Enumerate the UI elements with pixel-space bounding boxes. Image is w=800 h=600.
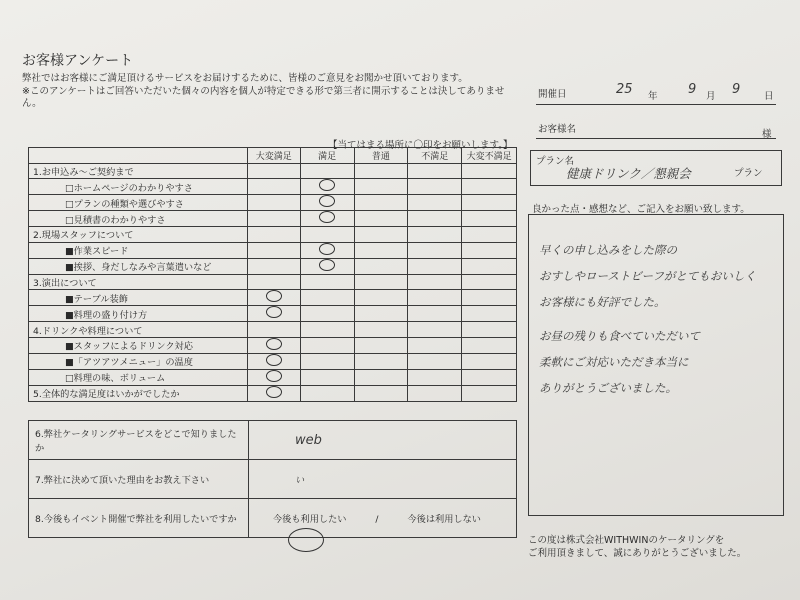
circle-mark (319, 211, 335, 223)
rating-cell[interactable] (462, 369, 517, 385)
free-question-table (28, 420, 517, 538)
plan-suffix: プラン (734, 168, 763, 179)
item-label: □料理の味、ボリューム (29, 369, 248, 385)
rating-row (29, 337, 517, 353)
rating-cell[interactable] (408, 258, 462, 274)
rating-cell[interactable] (247, 211, 300, 227)
rating-row (29, 227, 517, 243)
rating-cell[interactable] (408, 242, 462, 258)
rating-cell[interactable] (462, 337, 517, 353)
rating-row (29, 179, 517, 195)
rating-cell[interactable] (300, 306, 354, 322)
footer-thanks (528, 534, 746, 560)
rating-row (29, 211, 517, 227)
rating-cell[interactable] (300, 195, 354, 211)
rating-cell[interactable] (408, 385, 462, 401)
q6-row (29, 421, 517, 460)
rating-cell[interactable] (462, 195, 517, 211)
rating-cell[interactable] (300, 290, 354, 306)
item-label: □見積書のわかりやすさ (29, 211, 248, 227)
item-label: ■料理の盛り付け方 (29, 306, 248, 322)
item-label: □プランの種類や選びやすさ (29, 195, 248, 211)
rating-cell[interactable] (300, 179, 354, 195)
rating-cell[interactable] (247, 242, 300, 258)
header-blank (29, 148, 248, 164)
header-very-satisfied: 大変満足 (247, 148, 300, 164)
day-unit: 日 (764, 91, 774, 102)
rating-cell[interactable] (354, 195, 408, 211)
intro-line-1: 弊社ではお客様にご満足頂けるサービスをお届けするために、皆様のご意見をお聞かせ頂いております。 (22, 73, 468, 84)
comment-line-4: お昼の残りも食べていただいて (539, 329, 700, 343)
item-label: ■テーブル装飾 (29, 290, 248, 306)
rating-cell[interactable] (300, 322, 354, 338)
item-label: □ホームページのわかりやすさ (29, 179, 248, 195)
rating-row (29, 322, 517, 338)
q6-answer[interactable]: web (295, 432, 322, 448)
rating-cell[interactable] (408, 195, 462, 211)
rating-cell[interactable] (354, 385, 408, 401)
circle-mark (266, 386, 282, 398)
rating-cell[interactable] (462, 385, 517, 401)
comment-label: 良かった点・感想など、ご記入をお願い致します。 (532, 204, 750, 215)
section-label: 5.全体的な満足度はいかがでしたか (29, 385, 248, 401)
rating-cell[interactable] (247, 163, 300, 179)
rating-table (28, 147, 517, 402)
rating-cell[interactable] (300, 385, 354, 401)
rating-header-row (29, 148, 517, 164)
event-date-label: 開催日 (538, 89, 567, 100)
rating-cell[interactable] (408, 274, 462, 290)
rating-cell[interactable] (300, 258, 354, 274)
circle-mark (266, 290, 282, 302)
rating-row (29, 306, 517, 322)
event-date-year[interactable]: 25 (616, 82, 633, 97)
rating-row (29, 369, 517, 385)
q7-answer[interactable]: い (295, 475, 305, 486)
section-label: 3.演出について (29, 274, 248, 290)
rating-cell[interactable] (354, 274, 408, 290)
instruction-text: 【当てはまる場所に〇印をお願いします。】 (328, 140, 513, 151)
item-label: ■スタッフによるドリンク対応 (29, 337, 248, 353)
rating-row (29, 290, 517, 306)
rating-cell[interactable] (247, 179, 300, 195)
year-unit: 年 (648, 91, 658, 102)
circle-mark (266, 370, 282, 382)
comment-line-1: 早くの申し込みをした際の (539, 243, 677, 257)
rating-cell[interactable] (354, 337, 408, 353)
rating-row (29, 274, 517, 290)
q8-option-stop[interactable]: 今後は利用しない (407, 514, 481, 525)
rating-cell[interactable] (300, 242, 354, 258)
q8-option-continue[interactable]: 今後も利用したい (273, 514, 347, 525)
rating-cell[interactable] (247, 369, 300, 385)
comment-line-2: おすしやローストビーフがとてもおいしく (539, 269, 756, 283)
rating-cell[interactable] (462, 306, 517, 322)
rating-cell[interactable] (247, 306, 300, 322)
rating-cell[interactable] (300, 227, 354, 243)
header-satisfied: 満足 (300, 148, 354, 164)
rating-cell[interactable] (247, 322, 300, 338)
section-label: 1.お申込み～ご契約まで (29, 163, 248, 179)
month-unit: 月 (706, 91, 716, 102)
rating-cell[interactable] (462, 258, 517, 274)
footer-line-1: この度は株式会社WITHWINのケータリングを (528, 535, 725, 546)
rating-cell[interactable] (354, 179, 408, 195)
rating-cell[interactable] (354, 322, 408, 338)
circle-mark (266, 338, 282, 350)
rating-cell[interactable] (462, 322, 517, 338)
q8-separator: / (375, 514, 379, 525)
rating-cell[interactable] (408, 322, 462, 338)
rating-cell[interactable] (462, 353, 517, 369)
rating-row (29, 195, 517, 211)
rating-cell[interactable] (247, 385, 300, 401)
rating-cell[interactable] (354, 211, 408, 227)
rating-cell[interactable] (462, 227, 517, 243)
circle-mark (319, 243, 335, 255)
header-neutral: 普通 (354, 148, 408, 164)
comment-line-5: 柔軟にご対応いただき本当に (539, 355, 689, 369)
rating-cell[interactable] (462, 163, 517, 179)
rating-cell[interactable] (462, 211, 517, 227)
circle-mark (266, 306, 282, 318)
rating-cell[interactable] (408, 369, 462, 385)
footer-line-2: ご利用頂きまして、誠にありがとうございました。 (528, 548, 747, 559)
q8-label: 8.今後もイベント開催で弊社を利用したいですか (29, 499, 249, 538)
rating-cell[interactable] (408, 227, 462, 243)
plan-label: プラン名 (536, 156, 575, 167)
rating-row (29, 242, 517, 258)
section-label: 2.現場スタッフについて (29, 227, 248, 243)
q8-row (29, 499, 517, 538)
rating-cell[interactable] (247, 337, 300, 353)
plan-value[interactable]: 健康ドリンク／懇親会 (566, 166, 691, 181)
circle-mark (319, 259, 335, 271)
comment-line-6: ありがとうございました。 (539, 381, 677, 395)
header-very-dissatisfied: 大変不満足 (462, 148, 517, 164)
rating-cell[interactable] (354, 163, 408, 179)
section-label: 4.ドリンクや料理について (29, 322, 248, 338)
intro-line-2: ※このアンケートはご回答いただいた個々の内容を個人が特定できる形で第三者に開示することは決してありません。 (22, 85, 505, 109)
circle-mark (319, 195, 335, 207)
rating-row (29, 258, 517, 274)
rating-row (29, 163, 517, 179)
rating-cell[interactable] (354, 258, 408, 274)
intro-text (22, 73, 522, 111)
rating-cell[interactable] (354, 353, 408, 369)
rating-cell[interactable] (408, 306, 462, 322)
q7-row (29, 460, 517, 499)
rating-cell[interactable] (408, 353, 462, 369)
rating-cell[interactable] (408, 163, 462, 179)
form-title: お客様アンケート (22, 53, 134, 69)
rating-cell[interactable] (300, 369, 354, 385)
rating-row (29, 385, 517, 401)
rating-cell[interactable] (354, 242, 408, 258)
q7-label: 7.弊社に決めて頂いた理由をお教え下さい (29, 460, 249, 499)
rating-cell[interactable] (247, 195, 300, 211)
rating-cell[interactable] (408, 179, 462, 195)
q6-label: 6.弊社ケータリングサービスをどこで知りましたか (29, 421, 249, 460)
rating-cell[interactable] (300, 353, 354, 369)
header-dissatisfied: 不満足 (408, 148, 462, 164)
item-label: ■「アツアツメニュー」の温度 (29, 353, 248, 369)
customer-name-label: お客様名 (538, 124, 577, 135)
rating-cell[interactable] (247, 258, 300, 274)
rating-cell[interactable] (354, 290, 408, 306)
rating-cell[interactable] (354, 306, 408, 322)
q8-selected-circle (288, 528, 324, 552)
rating-cell[interactable] (462, 274, 517, 290)
circle-mark (266, 354, 282, 366)
rating-cell[interactable] (300, 163, 354, 179)
rating-cell[interactable] (354, 369, 408, 385)
comment-line-3: お客様にも好評でした。 (539, 295, 666, 309)
rating-cell[interactable] (354, 227, 408, 243)
circle-mark (319, 179, 335, 191)
rating-cell[interactable] (300, 274, 354, 290)
rating-cell[interactable] (300, 211, 354, 227)
rating-cell[interactable] (247, 274, 300, 290)
rating-cell[interactable] (462, 179, 517, 195)
event-date-month[interactable]: 9 (688, 82, 697, 97)
rating-cell[interactable] (462, 290, 517, 306)
rating-row (29, 353, 517, 369)
rating-cell[interactable] (300, 337, 354, 353)
rating-cell[interactable] (408, 337, 462, 353)
comment-box[interactable] (528, 214, 784, 516)
customer-suffix: 様 (762, 129, 772, 140)
rating-cell[interactable] (247, 353, 300, 369)
rating-cell[interactable] (408, 211, 462, 227)
item-label: ■作業スピード (29, 242, 248, 258)
item-label: ■挨拶、身だしなみや言葉遣いなど (29, 258, 248, 274)
event-date-day[interactable]: 9 (732, 82, 741, 97)
rating-cell[interactable] (408, 290, 462, 306)
rating-cell[interactable] (247, 290, 300, 306)
rating-cell[interactable] (247, 227, 300, 243)
rating-cell[interactable] (462, 242, 517, 258)
